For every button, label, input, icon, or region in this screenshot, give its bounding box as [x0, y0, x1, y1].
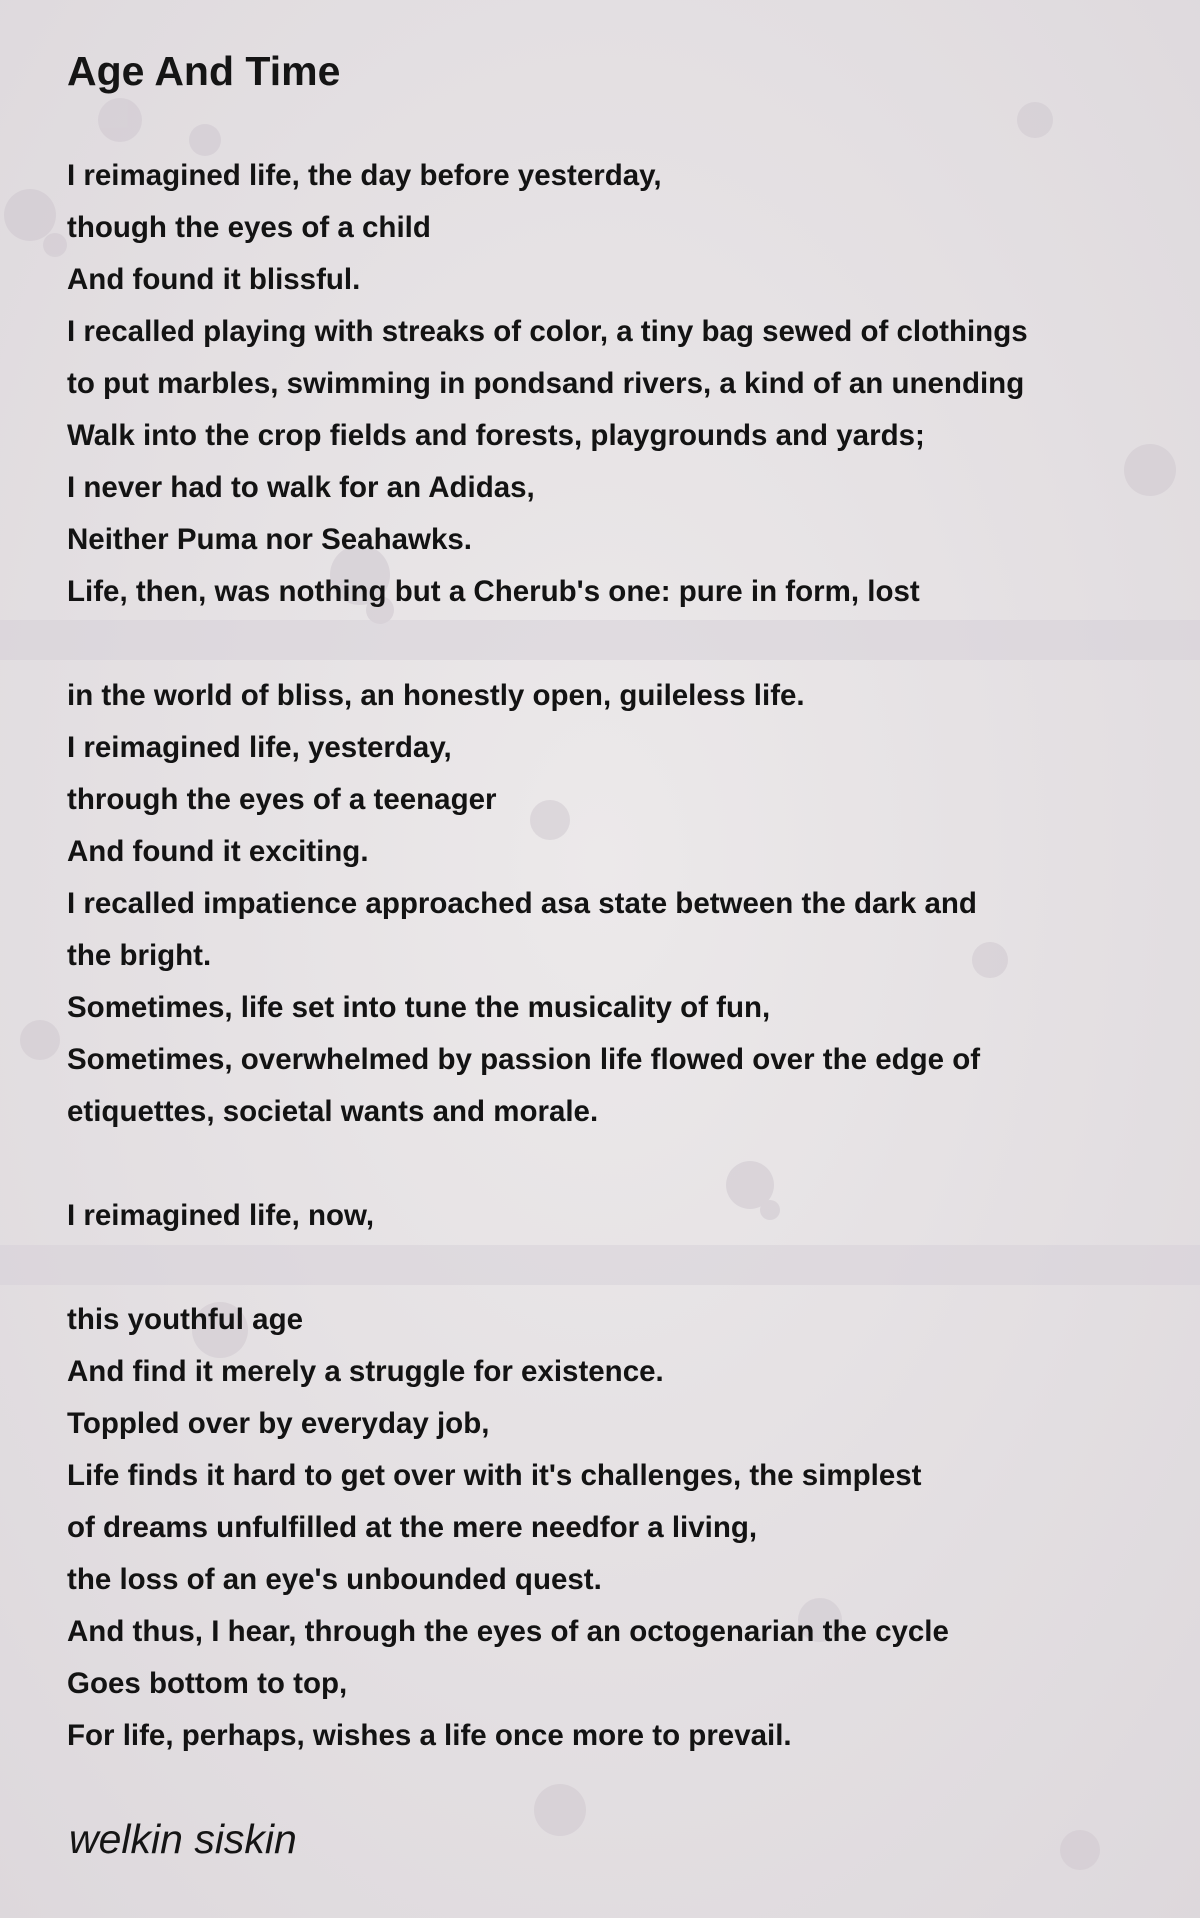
poem-line: Toppled over by everyday job, [67, 1407, 490, 1440]
poem-line: through the eyes of a teenager [67, 783, 497, 816]
poem-line: I never had to walk for an Adidas, [67, 471, 535, 504]
stanza-break [67, 618, 1167, 670]
poem-author: welkin siskin [69, 1816, 297, 1862]
poem-line: Sometimes, overwhelmed by passion life flowed over the edge of [67, 1043, 981, 1076]
poem-line: I recalled playing with streaks of color, a tiny bag sewed of clothings [67, 315, 1028, 348]
poem-line: the loss of an eye's unbounded quest. [67, 1563, 602, 1596]
poem-line: I recalled impatience approached asa state between the dark and [67, 887, 977, 920]
poem-line: For life, perhaps, wishes a life once more to prevail. [67, 1719, 792, 1752]
poem-title: Age And Time [67, 48, 341, 94]
stanza-break [67, 1138, 1167, 1190]
poem-line: in the world of bliss, an honestly open, guileless life. [67, 679, 805, 712]
poem-line: I reimagined life, yesterday, [67, 731, 452, 764]
poem-line: And find it merely a struggle for existence. [67, 1355, 664, 1388]
poem-line: Sometimes, life set into tune the musicality of fun, [67, 991, 771, 1024]
poem-line: Walk into the crop fields and forests, playgrounds and yards; [67, 419, 925, 452]
poem-line: I reimagined life, now, [67, 1199, 375, 1232]
poem-line: to put marbles, swimming in pondsand rivers, a kind of an unending [67, 367, 1025, 400]
poem-line: Life finds it hard to get over with it's challenges, the simplest [67, 1459, 922, 1492]
poem-line: the bright. [67, 939, 212, 972]
poem-line: Goes bottom to top, [67, 1667, 348, 1700]
poem-line: this youthful age [67, 1303, 303, 1336]
poem-line: Life, then, was nothing but a Cherub's one: pure in form, lost [67, 575, 920, 608]
stanza-break [67, 1242, 1167, 1294]
poem-line: And thus, I hear, through the eyes of an octogenarian the cycle [67, 1615, 949, 1648]
poem-line: And found it blissful. [67, 263, 361, 296]
poem-body [67, 150, 1167, 1762]
poem-line: And found it exciting. [67, 835, 369, 868]
poem-line: though the eyes of a child [67, 211, 431, 244]
poem-line: of dreams unfulfilled at the mere needfor a living, [67, 1511, 758, 1544]
poem-line: etiquettes, societal wants and morale. [67, 1095, 599, 1128]
poem-line: Neither Puma nor Seahawks. [67, 523, 472, 556]
poem-line: I reimagined life, the day before yesterday, [67, 159, 662, 192]
